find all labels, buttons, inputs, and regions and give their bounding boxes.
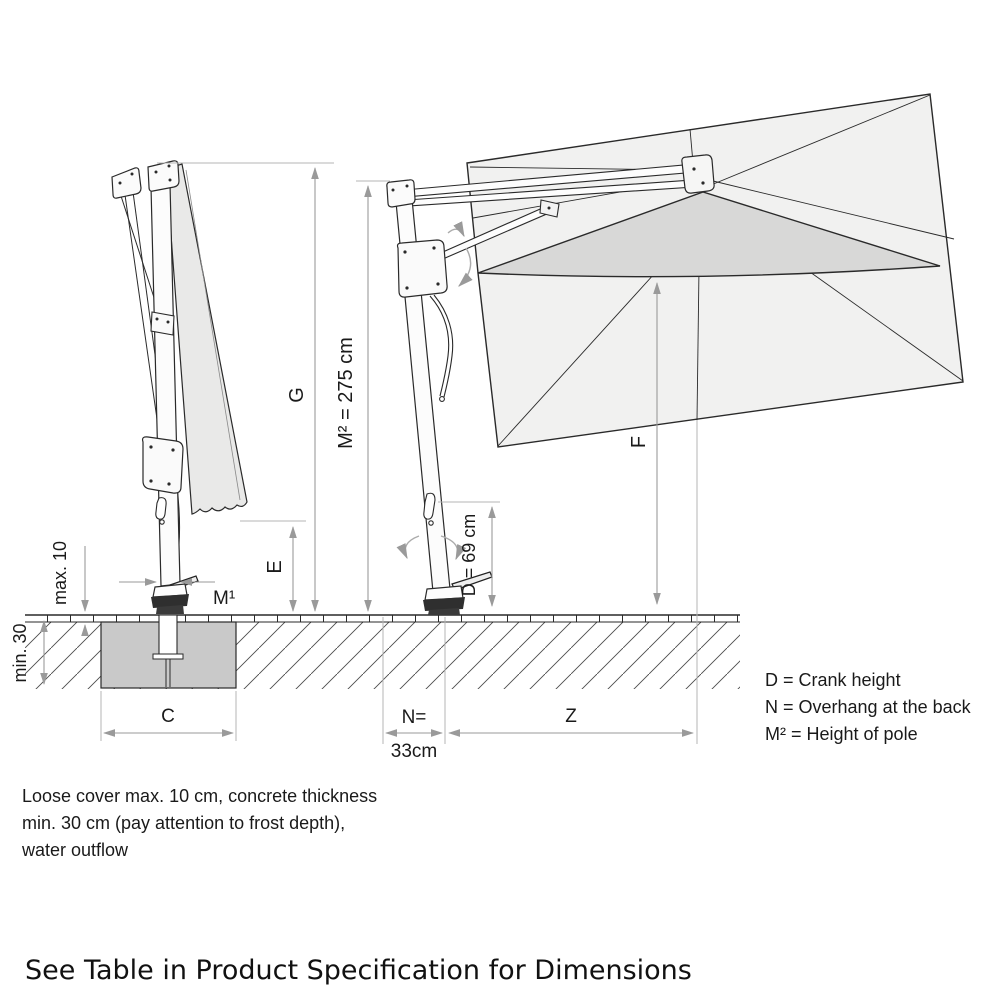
pole-top-plate — [387, 180, 415, 207]
tilt-arrow-icon — [459, 248, 471, 286]
pusher-pin — [440, 397, 445, 402]
pusher-rod — [430, 296, 449, 396]
crank-handle — [156, 498, 166, 520]
screw-dot — [692, 167, 695, 170]
ground-sleeve-tube — [159, 615, 177, 655]
installation-note — [21, 786, 377, 860]
mid-bracket — [151, 312, 174, 335]
screw-dot — [156, 318, 159, 321]
tilt-arrow-icon — [448, 229, 464, 236]
tilt-bracket — [143, 437, 183, 493]
legend-line-m2: M² = Height of pole — [765, 724, 918, 744]
note-line-2: min. 30 cm (pay attention to frost depth), — [22, 813, 346, 833]
screw-dot — [405, 286, 408, 289]
dim-label-max-cover: max. 10 — [50, 540, 70, 606]
sleeve-flange — [153, 654, 183, 659]
dim-label-f: F — [628, 435, 650, 449]
screw-dot — [392, 189, 395, 192]
dim-label-e: E — [264, 560, 286, 574]
screw-dot — [169, 179, 172, 182]
closed-umbrella — [112, 161, 247, 614]
top-cap-plate — [148, 161, 179, 191]
dim-label-g: G — [286, 387, 308, 403]
screw-dot — [432, 246, 435, 249]
rotate-arrow-icon — [405, 536, 419, 558]
screw-dot — [548, 207, 551, 210]
dim-label-min-concrete: min. 30 — [10, 623, 30, 683]
screw-dot — [167, 482, 170, 485]
crank-knob — [429, 521, 433, 525]
dim-label-n-value: 33cm — [390, 741, 438, 762]
screw-dot — [155, 171, 158, 174]
dim-label-c: C — [161, 706, 175, 727]
screw-dot — [403, 250, 406, 253]
screw-dot — [119, 182, 122, 185]
crank-knob — [160, 520, 164, 524]
dim-label-m1: M¹ — [213, 588, 236, 609]
dim-label-n: N= — [401, 707, 427, 728]
dim-label-z: Z — [565, 706, 577, 727]
screw-dot — [167, 321, 170, 324]
legend-line-d: D = Crank height — [765, 670, 901, 690]
footer-text: See Table in Product Specification for Dimensions — [25, 955, 692, 986]
legend — [765, 670, 972, 744]
hub-plate — [682, 155, 714, 193]
screw-dot — [149, 479, 152, 482]
legend-line-n: N = Overhang at the back — [765, 697, 971, 717]
open-canopy — [467, 94, 963, 447]
screw-dot — [168, 165, 171, 168]
dim-label-m2: M² = 275 cm — [335, 337, 357, 449]
screw-dot — [131, 173, 134, 176]
top-cap-plate — [112, 168, 141, 198]
screw-dot — [171, 448, 174, 451]
screw-dot — [406, 185, 409, 188]
screw-dot — [701, 181, 704, 184]
screw-dot — [436, 282, 439, 285]
note-line-1: Loose cover max. 10 cm, concrete thickness — [22, 786, 378, 806]
tilt-bracket — [398, 240, 448, 297]
dim-label-d: D = 69 cm — [459, 513, 479, 597]
screw-dot — [149, 445, 152, 448]
note-line-3: water outflow — [22, 840, 129, 860]
